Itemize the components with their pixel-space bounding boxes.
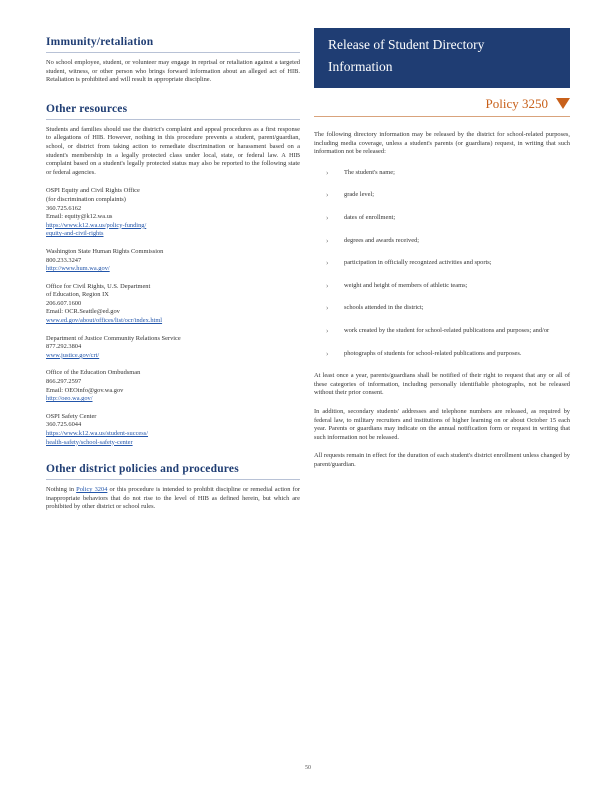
directory-intro: The following directory information may be released by the district for school-related purposes, including media coverage, unless a student's parents (or guardians) request, in writing that such information not be released: — [314, 131, 570, 156]
directory-items-list — [314, 169, 570, 358]
list-item: › participation in officially recognized activities and sports; — [314, 259, 570, 268]
policy-label — [314, 96, 570, 112]
contact-name: OSPI Safety Center — [46, 412, 97, 420]
immunity-text: No school employee, student, or volunteer may engage in reprisal or retaliation against a targeted student, witness, or other person who brings forward information about an alleged act of HIB. Retaliation is prohibited and will result in appropriate discipline. — [46, 59, 300, 84]
contact-link[interactable]: www.ed.gov/about/offices/list/ocr/index.html — [46, 317, 163, 325]
contact-email: Email: OEOinfo@gov.wa.gov — [46, 386, 124, 394]
right-column — [314, 28, 570, 479]
contact-phone: 877.292.3804 — [46, 343, 82, 351]
contact-name: Department of Justice Community Relations Service — [46, 334, 181, 342]
list-item: › grade level; — [314, 191, 570, 200]
triangle-down-icon — [556, 98, 570, 109]
contact-link-cont[interactable]: equity-and-civil-rights — [46, 230, 104, 238]
list-item: › The student's name; — [314, 169, 570, 178]
left-column — [46, 36, 300, 522]
contact-phone: 206.607.1600 — [46, 299, 82, 307]
other-policies-text — [46, 486, 300, 512]
contact-name: Washington State Human Rights Commission — [46, 247, 164, 255]
contact-phone: 800.233.3247 — [46, 256, 82, 264]
contact-name: Office of the Education Ombudsman — [46, 369, 141, 377]
section-title-box — [314, 28, 570, 88]
resources-intro: Students and families should use the district's complaint and appeal procedures as a first response to allegations of HIB. However, nothing in this procedure prevents a student, parent/guardian, school, or district from taking action to remediate discrimination or harassment based on a student's membership in a legally protected class under local, state, or federal law. A HIB complaint based on a student's legally protected status may also be reported to the following state or federal agencies. — [46, 125, 300, 176]
notification-paragraph: At least once a year, parents/guardians shall be notified of their right to request that any or all of these categories of information, including personally identifiable photographs, not be released without their prior consent. — [314, 372, 570, 397]
contact-phone: 360.725.6162 — [46, 204, 82, 212]
immunity-heading: Immunity/retaliation — [46, 36, 300, 53]
contact-link[interactable]: https://www.k12.wa.us/student-success/ — [46, 430, 149, 437]
contact-phone: 866.297.2597 — [46, 378, 82, 386]
list-item: › degrees and awards received; — [314, 237, 570, 246]
contact-ombudsman — [46, 369, 300, 403]
page-number: 50 — [305, 765, 311, 771]
policy-divider — [314, 116, 570, 117]
contact-human-rights — [46, 248, 300, 274]
recruiters-paragraph: In addition, secondary students' addresses and telephone numbers are released, as required by federal law, to military recruiters and institutions of higher learning on or about October 15 each year. Parents or guardians may indicate on the annual notification form or request in writing that such information not be released. — [314, 407, 570, 441]
policy-3204-link[interactable]: Policy 3204 — [76, 486, 108, 494]
other-policies-pre: Nothing in — [46, 486, 77, 494]
list-item: › schools attended in the district; — [314, 304, 570, 313]
contact-ocr — [46, 283, 300, 326]
contact-phone: 360.725.6044 — [46, 421, 82, 429]
contact-email: Email: equity@k12.wa.us — [46, 213, 113, 221]
resources-heading: Other resources — [46, 103, 300, 120]
contact-email: Email: OCR.Seattle@ed.gov — [46, 308, 120, 316]
policy-number: Policy 3250 — [485, 96, 548, 111]
contact-safety-center — [46, 413, 300, 447]
contact-name: Office for Civil Rights, U.S. Department — [46, 282, 151, 290]
contact-link-cont[interactable]: health-safety/school-safety-center — [46, 438, 133, 446]
list-item: › photographs of students for school-related publications and purposes. — [314, 350, 570, 359]
contact-link[interactable]: www.justice.gov/crt/ — [46, 351, 100, 359]
other-policies-heading: Other district policies and procedures — [46, 463, 300, 480]
contact-link[interactable]: http://www.hum.wa.gov/ — [46, 265, 110, 273]
contact-ospi-equity — [46, 187, 300, 239]
contact-link[interactable]: http://oeo.wa.gov/ — [46, 395, 93, 403]
list-item: › weight and height of members of athletic teams; — [314, 282, 570, 291]
contact-detail: (for discrimination complaints) — [46, 195, 126, 203]
duration-paragraph: All requests remain in effect for the duration of each student's district enrollment unless changed by parent/guardian. — [314, 452, 570, 468]
other-policies-post: or this procedure is intended to prohibit discipline or remedial action for inappropriate behaviors that do not rise to the level of HIB as defined herein, but which are prohibited by other district or school rules. — [46, 486, 300, 511]
section-title-line2: Information — [328, 59, 393, 74]
contact-link[interactable]: https://www.k12.wa.us/policy-funding/ — [46, 221, 147, 229]
section-title-line1: Release of Student Directory — [328, 37, 485, 52]
contact-doj — [46, 335, 300, 361]
contact-name: OSPI Equity and Civil Rights Office — [46, 187, 140, 195]
list-item: › work created by the student for school-related publications and purposes; and/or — [314, 327, 570, 336]
contact-detail: of Education, Region IX — [46, 291, 109, 299]
list-item: › dates of enrollment; — [314, 214, 570, 223]
